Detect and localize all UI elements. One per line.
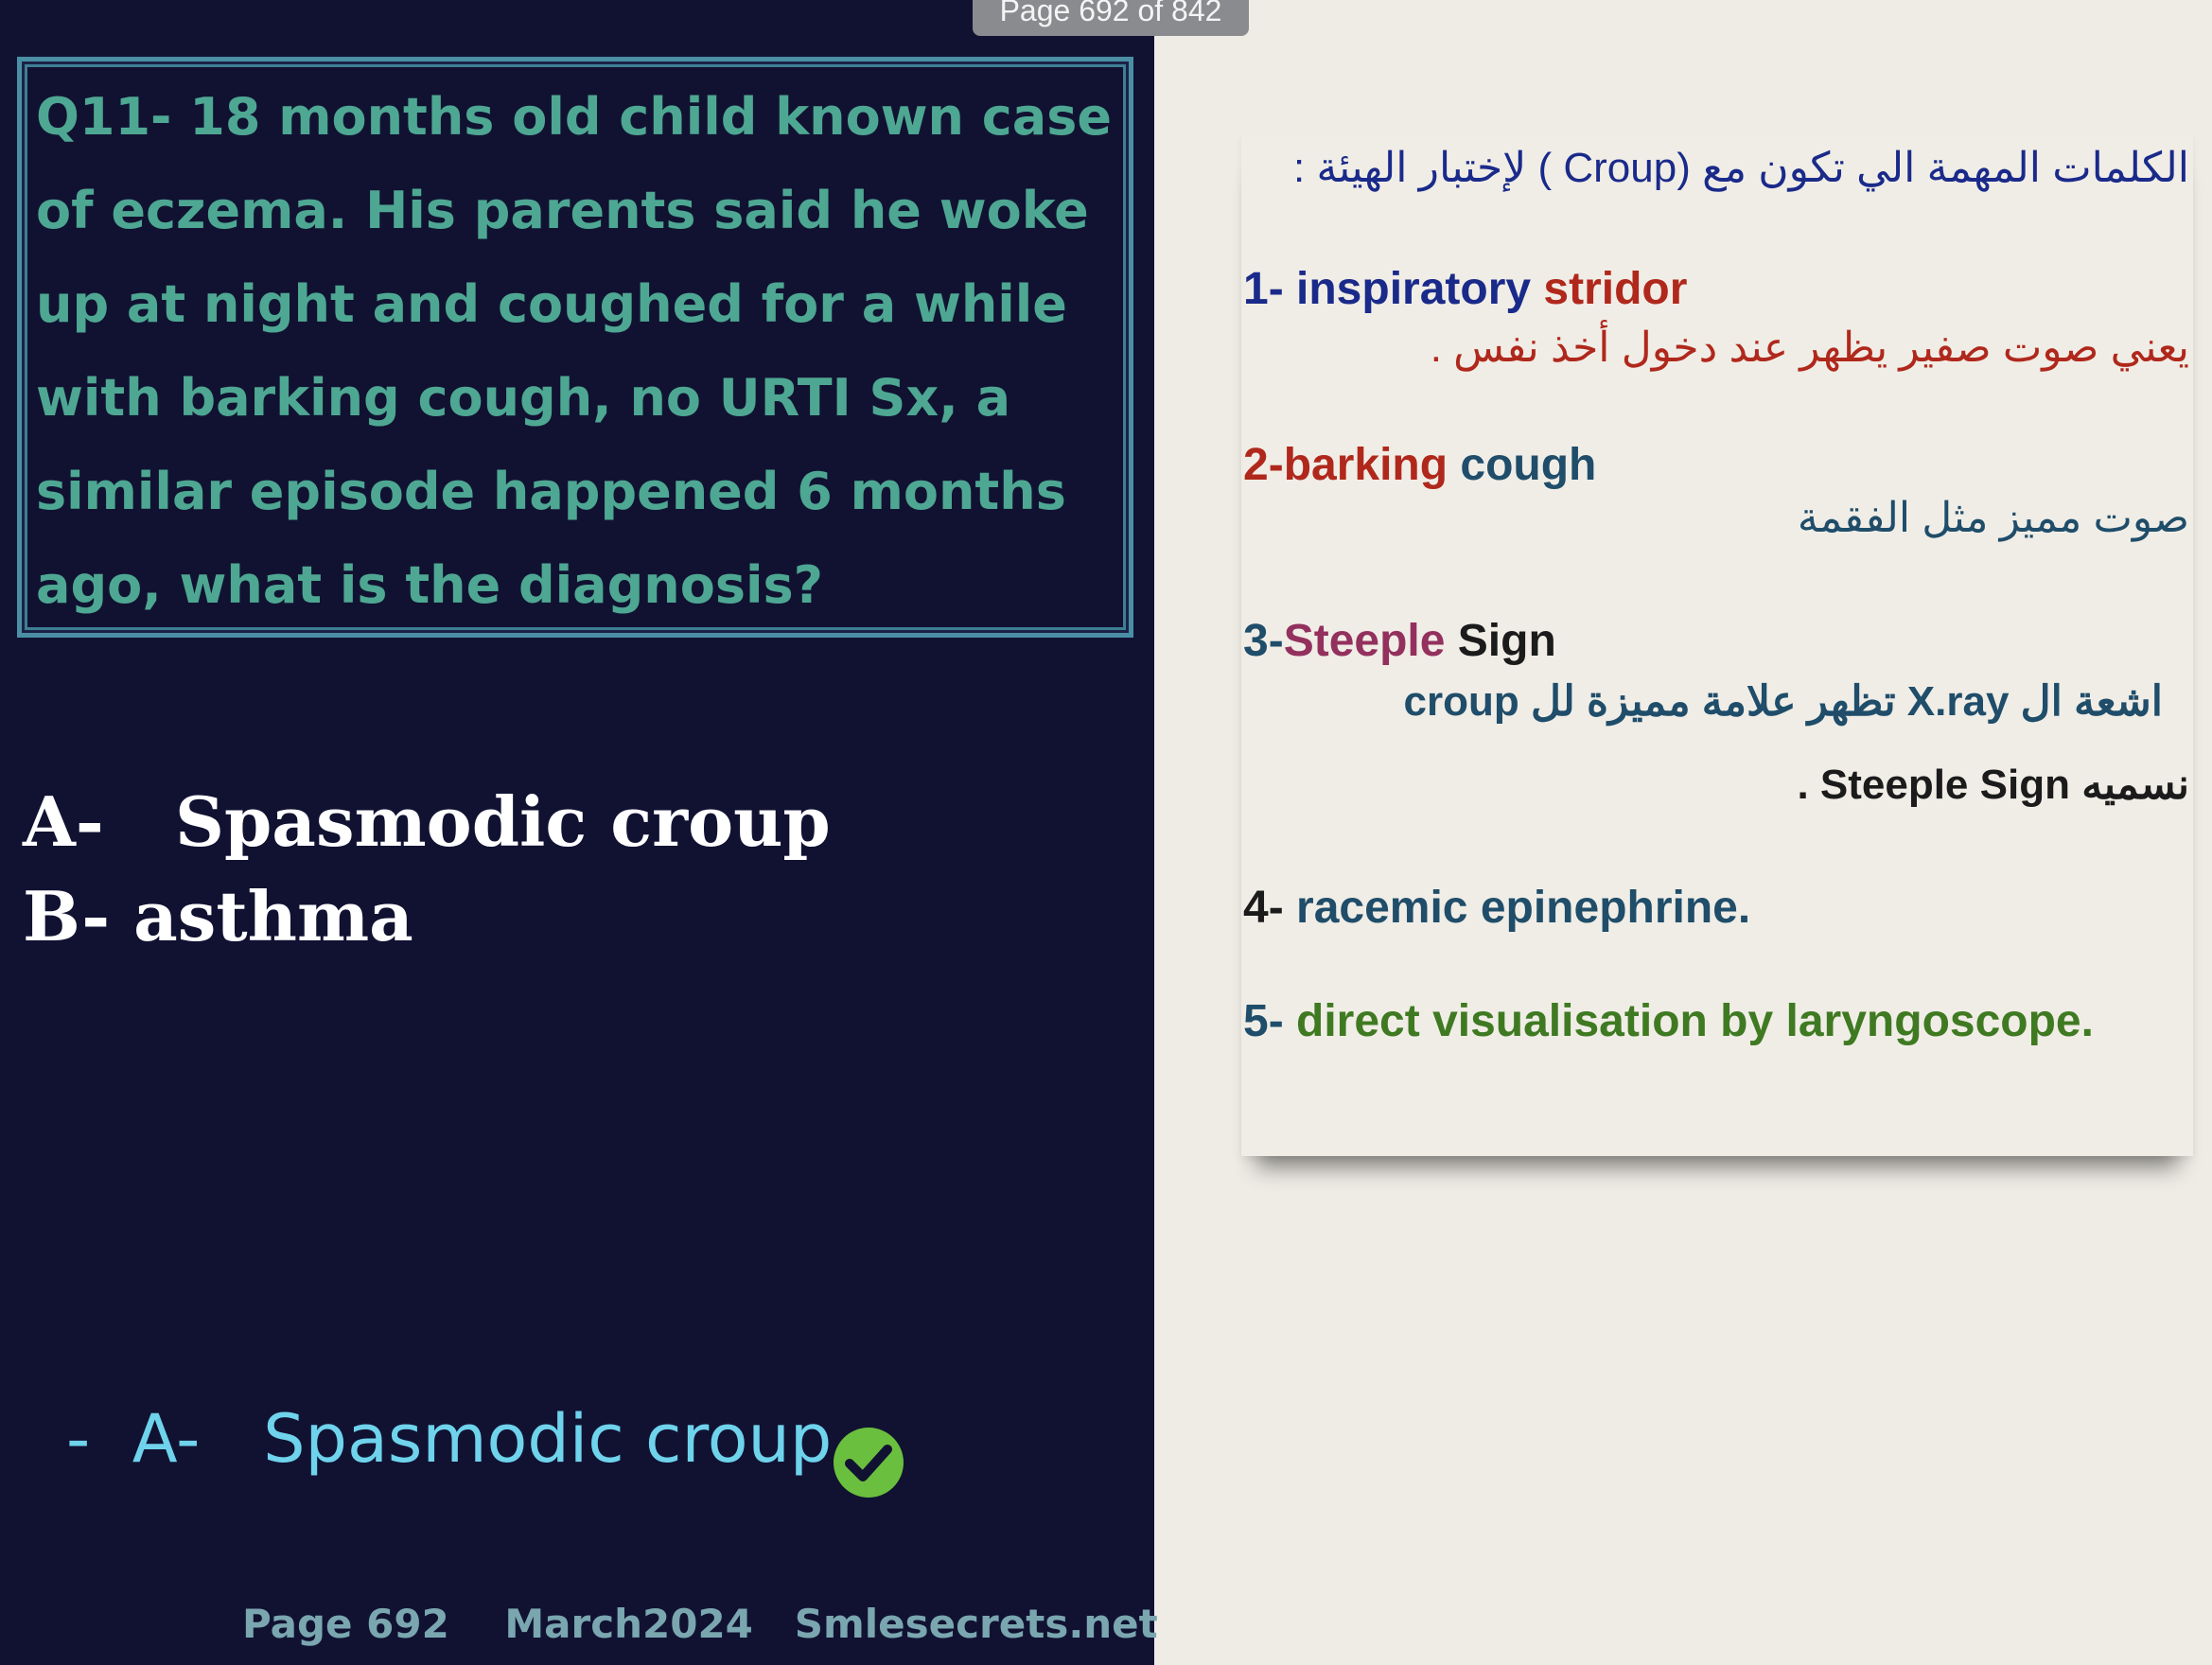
question-line: up at night and coughed for a while <box>36 274 1067 334</box>
question-line: similar episode happened 6 months <box>36 462 1066 521</box>
note-2-word2: cough <box>1448 440 1597 490</box>
option-b-text: asthma <box>133 876 413 956</box>
note-4-text: racemic epinephrine. <box>1296 883 1751 933</box>
answer-text: - A- Spasmodic croup <box>66 1400 833 1478</box>
question-line: of eczema. His parents said he woke <box>36 181 1089 240</box>
note-2-word1: barking <box>1283 440 1448 490</box>
question-line: Q11- 18 months old child known case <box>36 87 1113 147</box>
note-3-arabic-1: اشعة ال X.ray تظهر علامة مميزة لل croup <box>1403 678 2163 725</box>
footer-site: Smlesecrets.net <box>794 1601 1158 1647</box>
note-2-num: 2- <box>1243 440 1284 490</box>
option-b <box>23 876 413 956</box>
option-a <box>23 781 831 862</box>
note-5-num: 5- <box>1243 996 1297 1046</box>
footer-date: March2024 <box>504 1601 753 1647</box>
option-a-letter: A- <box>23 781 104 862</box>
option-b-letter: B- <box>23 876 111 956</box>
option-a-text: Spasmodic croup <box>174 781 831 862</box>
note-item-2 <box>1243 439 1596 491</box>
note-3-word1: Steeple <box>1283 616 1446 666</box>
footer-page: Page 692 <box>242 1601 449 1647</box>
note-item-3 <box>1243 615 1556 667</box>
note-1-word2: stridor <box>1531 264 1688 314</box>
question-line: ago, what is the diagnosis? <box>36 555 823 615</box>
note-item-4 <box>1243 882 1750 934</box>
footer <box>242 1601 1158 1647</box>
question-text <box>36 70 1124 632</box>
note-3-word2: Sign <box>1445 616 1556 666</box>
note-item-1 <box>1243 263 1687 315</box>
page-indicator: Page 692 of 842 <box>973 0 1249 36</box>
note-1-word1: inspiratory <box>1296 264 1532 314</box>
note-2-arabic: صوت مميز مثل الفقمة <box>1797 495 2189 541</box>
question-line: with barking cough, no URTI Sx, a <box>36 368 1011 428</box>
note-1-arabic: يعني صوت صفير يظهر عند دخول أخذ نفس . <box>1430 324 2189 371</box>
check-circle-icon <box>833 1427 904 1498</box>
note-3-num: 3- <box>1243 616 1284 666</box>
note-4-num: 4- <box>1243 883 1297 933</box>
note-5-text: direct visualisation by laryngoscope. <box>1296 996 2094 1046</box>
note-item-5 <box>1243 995 2094 1047</box>
notes-heading: الكلمات المهمة الي تكون مع (Croup ) لإختبار الهيئة : <box>1293 145 2189 191</box>
note-1-num: 1- <box>1243 264 1297 314</box>
note-3-arabic-2: نسميه Steeple Sign . <box>1797 762 2189 808</box>
